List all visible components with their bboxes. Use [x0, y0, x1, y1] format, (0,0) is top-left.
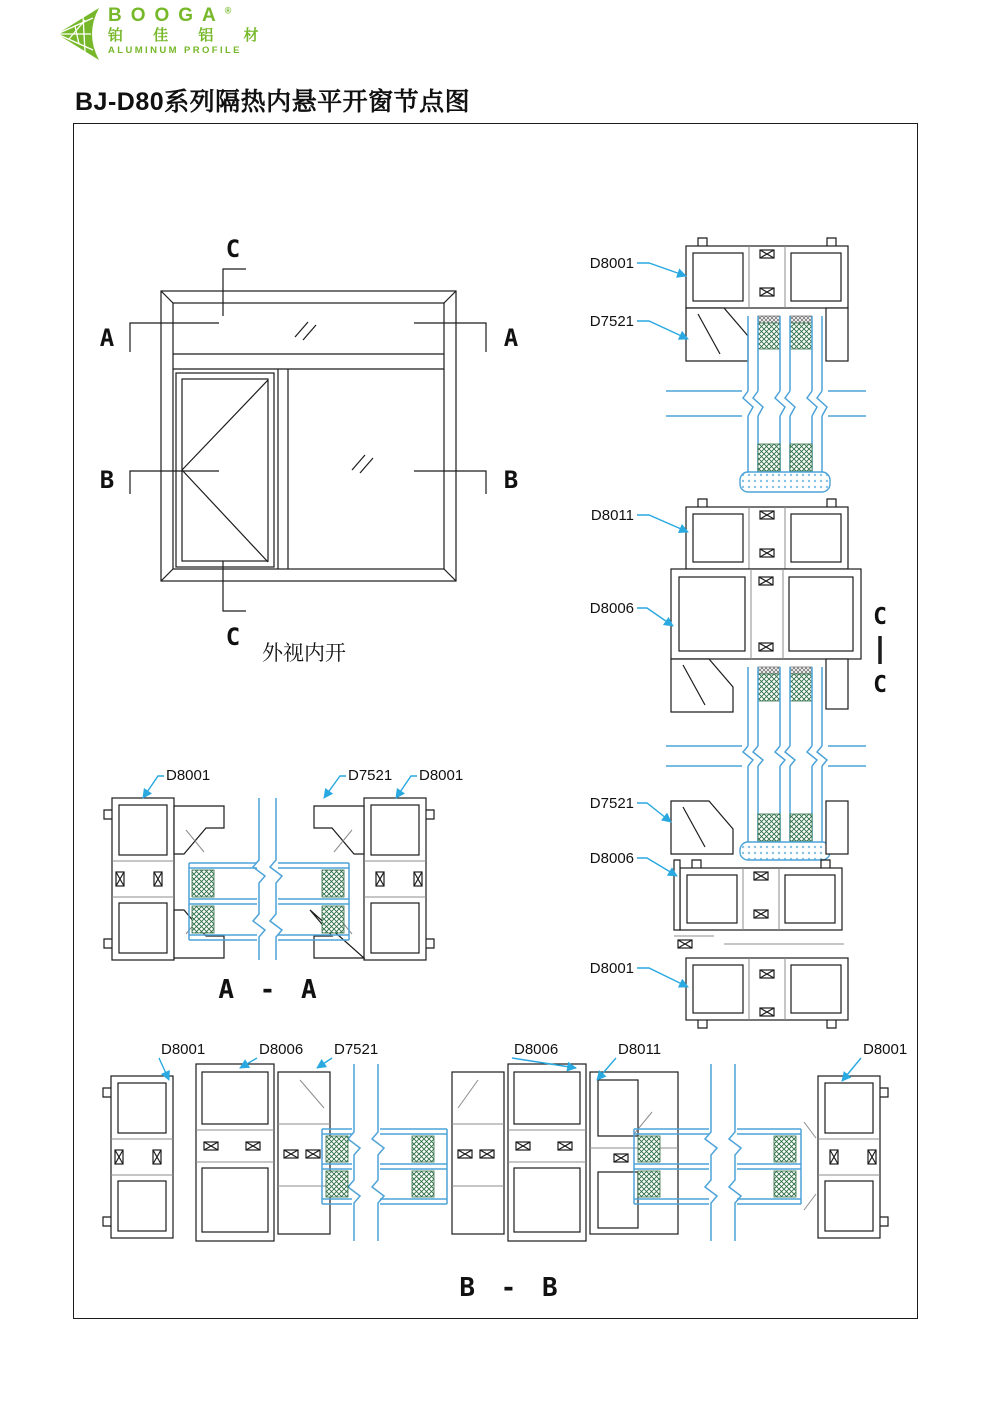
logo-tagline: ALUMINUM PROFILE: [108, 45, 242, 56]
break-line: [705, 1064, 717, 1241]
break-line: [666, 746, 866, 766]
cc-sill-frame-profile: [686, 958, 848, 1028]
cc-label-d7521-lower: D7521: [589, 795, 634, 812]
aa-right-frame-profile: [364, 798, 434, 960]
section-letter-c-top: C: [225, 235, 241, 263]
break-line: [348, 1064, 360, 1241]
bb-right-frame-profile: [818, 1076, 888, 1238]
aa-labels: [143, 767, 463, 798]
cc-upper-bead-profile: [686, 308, 748, 361]
bb-label-d8001-left: D8001: [161, 1041, 206, 1058]
section-letter-a-right: A: [503, 324, 519, 352]
bb-glass-band-1: [322, 1064, 447, 1241]
logo-text: [108, 6, 272, 56]
cc-transom-upper-profile: [686, 499, 848, 569]
aa-caption: A - A: [218, 975, 322, 1005]
bb-mullion-profile-2: [508, 1064, 586, 1241]
section-cc-drawing: [590, 238, 887, 1028]
bb-left-frame-profile: [103, 1076, 173, 1238]
drawing-sheet-border: [73, 123, 918, 1319]
drawing-canvas: [74, 124, 916, 1317]
section-letter-c-bottom: C: [225, 623, 241, 651]
logo-brand: [108, 6, 272, 25]
setting-block: [740, 472, 830, 492]
section-aa-drawing: [104, 767, 463, 1005]
page-title: BJ-D80系列隔热内悬平开窗节点图: [75, 88, 471, 116]
cc-label-d8001-sill: D8001: [589, 960, 634, 977]
cc-head-frame-profile: [686, 238, 848, 308]
registered-mark: ®: [224, 5, 232, 16]
break-line: [666, 391, 866, 416]
bb-label-d8001-right: D8001: [863, 1041, 908, 1058]
cc-section-identifier: [873, 604, 887, 698]
section-letter-b-right: B: [503, 466, 519, 494]
cc-label-d8011: D8011: [590, 507, 634, 524]
cc-side-letter-bottom: C: [873, 672, 887, 698]
cc-mid-bead-profile: [671, 659, 733, 712]
bb-label-d7521: D7521: [334, 1041, 379, 1058]
elevation-drawing: [100, 235, 519, 665]
aa-label-d8001-left: D8001: [166, 767, 211, 784]
booga-gem-icon: [55, 6, 101, 62]
logo-chinese: 铂 佳 铝 材: [108, 27, 272, 44]
cc-sash-bottom-profile: [680, 860, 842, 930]
break-line: [729, 1064, 741, 1241]
aa-left-frame-profile: [104, 798, 174, 960]
elevation-casement-sash: [176, 373, 274, 567]
cc-label-d7521-upper: D7521: [589, 313, 634, 330]
aa-label-d8001-right: D8001: [419, 767, 464, 784]
logo-brand-word: BOOGA: [108, 5, 225, 26]
brand-logo: [55, 6, 272, 62]
cc-installation-joint: [674, 936, 844, 948]
cc-lower-bead-profile: [671, 801, 733, 854]
cc-transom-main-profile: [671, 569, 861, 659]
section-letter-b-left: B: [99, 466, 115, 494]
cc-lower-right-return: [826, 801, 848, 854]
bb-label-d8011: D8011: [618, 1041, 662, 1058]
cc-side-letter-top: C: [873, 604, 887, 630]
bb-label-d8006-left: D8006: [259, 1041, 304, 1058]
section-bb-drawing: [103, 1041, 907, 1303]
cc-label-d8006-sash: D8006: [589, 850, 634, 867]
section-letter-a-left: A: [99, 324, 115, 352]
bb-label-d8006-right: D8006: [514, 1041, 559, 1058]
setting-block: [740, 842, 830, 860]
cc-upper-right-return: [826, 308, 848, 361]
bb-sash-right-stile: [452, 1072, 504, 1234]
cc-mid-right-return: [826, 659, 848, 709]
elevation-caption: 外视内开: [262, 642, 346, 665]
bb-mullion-profile-1: [196, 1064, 274, 1241]
cc-label-d8006-transom: D8006: [589, 600, 634, 617]
break-line: [372, 1064, 384, 1241]
aa-label-d7521: D7521: [348, 767, 393, 784]
bb-caption: B - B: [459, 1273, 563, 1303]
cc-label-d8001-top: D8001: [589, 255, 634, 272]
bb-right-bead: [804, 1122, 816, 1210]
